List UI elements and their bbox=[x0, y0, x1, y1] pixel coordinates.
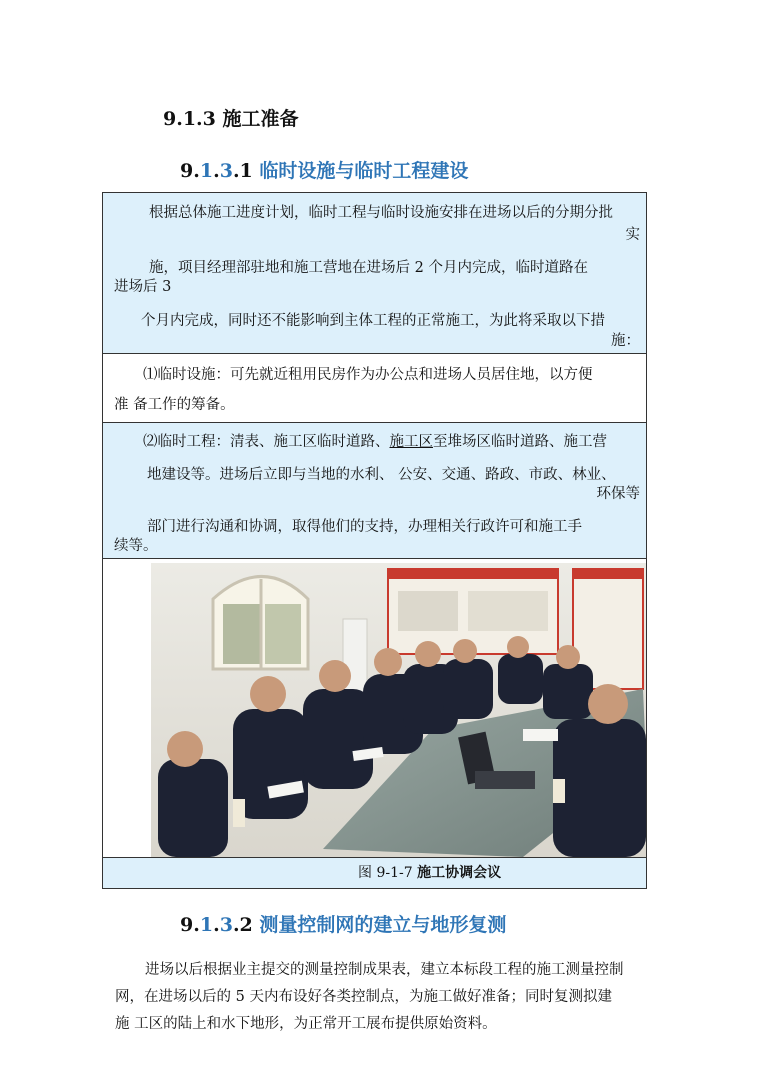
plan-line-3: 施，项目经理部驻地和施工营地在进场后 2 个月内完成，临时道路在 bbox=[149, 260, 588, 276]
sub1-num-d: 3 bbox=[219, 160, 233, 182]
temp-works-line-1a: ⑵临时工程：清表、施工区临时道路、 bbox=[143, 434, 390, 450]
sub1-num-a: 9. bbox=[180, 160, 200, 182]
temp-works-line-3: 环保等 bbox=[596, 486, 640, 502]
plan-line-6: 施： bbox=[611, 333, 640, 349]
temp-works-line-1 bbox=[143, 433, 607, 451]
temp-works-line-4: 部门进行沟通和协调，取得他们的支持，办理相关行政许可和施工手 bbox=[147, 519, 582, 535]
survey-para-line-1: 进场以后根据业主提交的测量控制成果表，建立本标段工程的施工测量控制 bbox=[145, 962, 624, 978]
plan-line-1: 根据总体施工进度计划，临时工程与临时设施安排在进场以后的分期分批 bbox=[149, 205, 613, 221]
temp-facility-line-1: ⑴临时设施：可先就近租用民房作为办公点和进场人员居住地，以方便 bbox=[143, 367, 593, 383]
subsection-heading-1 bbox=[180, 156, 468, 183]
meeting-photo bbox=[102, 558, 647, 858]
subsection-title-1: 临时设施与临时工程建设 bbox=[259, 160, 469, 182]
section-title: 施工准备 bbox=[222, 108, 299, 130]
sub2-num-d: 3 bbox=[219, 914, 233, 936]
meeting-photo-illustration bbox=[103, 559, 646, 857]
sub2-num-a: 9. bbox=[180, 914, 200, 936]
survey-para-line-3: 施 工区的陆上和水下地形，为正常开工展布提供原始资料。 bbox=[115, 1016, 497, 1032]
subsection-heading-2 bbox=[180, 910, 506, 937]
temp-facility-line-2: 准 备工作的筹备。 bbox=[114, 397, 235, 413]
survey-para-line-2: 网，在进场以后的 5 天内布设好各类控制点，为施工做好准备；同时复测拟建 bbox=[115, 989, 612, 1005]
temp-works-line-5: 续等。 bbox=[114, 538, 158, 554]
plan-line-4: 进场后 3 bbox=[114, 279, 172, 295]
figure-title: 施工协调会议 bbox=[417, 865, 502, 881]
sub1-num-b: 1 bbox=[199, 160, 214, 182]
section-number: 9.1.3 bbox=[163, 108, 216, 130]
plan-line-2: 实 bbox=[625, 227, 640, 243]
temp-works-line-1b: 施工区 bbox=[389, 434, 433, 450]
subsection-title-2: 测量控制网的建立与地形复测 bbox=[259, 914, 507, 936]
temp-works-line-2: 地建设等。进场后立即与当地的水利、 公安、交通、路政、市政、林业、 bbox=[147, 467, 616, 483]
sub1-num-c: . bbox=[213, 160, 220, 182]
sub2-num-e: .2 bbox=[232, 914, 260, 936]
temp-works-box bbox=[102, 422, 647, 559]
temp-works-line-1c: 至堆场区临时道路、施工营 bbox=[433, 434, 607, 450]
plan-line-5: 个月内完成，同时还不能影响到主体工程的正常施工，为此将采取以下措 bbox=[141, 313, 605, 329]
sub1-num-e: .1 bbox=[232, 160, 260, 182]
sub2-num-b: 1 bbox=[199, 914, 214, 936]
section-heading bbox=[163, 104, 299, 131]
plan-box bbox=[102, 192, 647, 354]
figure-label: 图 9-1-7 bbox=[358, 865, 418, 881]
figure-caption bbox=[102, 857, 647, 889]
sub2-num-c: . bbox=[213, 914, 220, 936]
temp-facility-box bbox=[102, 353, 647, 423]
